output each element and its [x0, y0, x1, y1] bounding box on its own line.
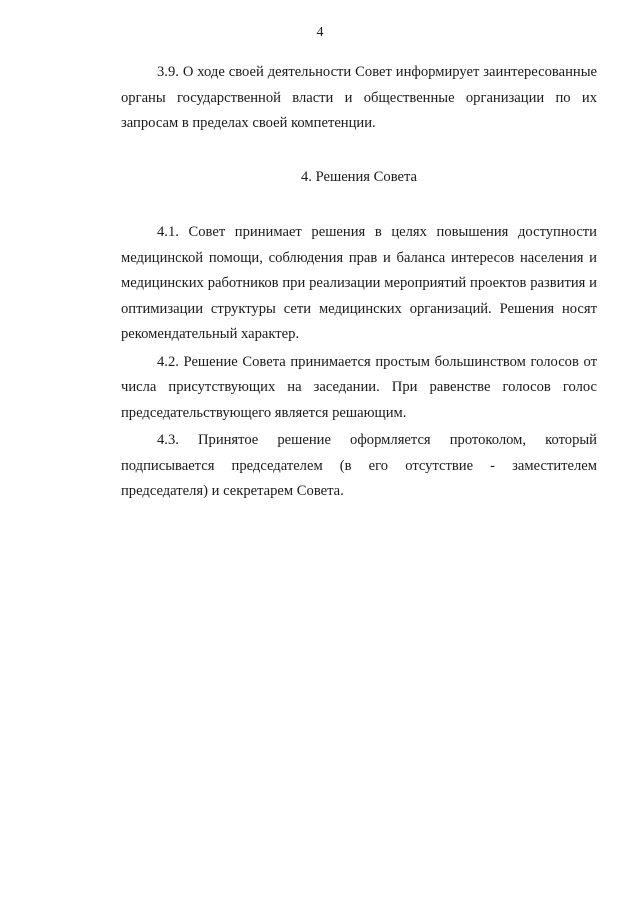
page-number: 4	[316, 25, 324, 40]
document-body	[121, 60, 597, 505]
paragraph-3-9: 3.9. О ходе своей деятельности Совет информирует заинтересованные органы государственной власти и общественные организации по их запросам в пределах своей компетенции.	[121, 64, 597, 131]
section-heading: 4. Решения Совета	[300, 168, 418, 185]
paragraph-4-2: 4.2. Решение Совета принимается простым большинством голосов от числа присутствующих на заседании. При равенстве голосов голос председательствующего является решающим.	[121, 353, 597, 421]
paragraph-4-3: 4.3. Принятое решение оформляется протоколом, который подписывается председателем (в его отсутствие - заместителем председателя) и секретарем Совета.	[121, 432, 597, 499]
section-body	[121, 220, 597, 505]
paragraph-4-1: 4.1. Совет принимает решения в целях повышения доступности медицинской помощи, соблюдения прав и баланса интересов населения и медицинских работников при реализации мероприятий проектов развития и оптимизации структуры сети медицинских организаций. Решения носят рекомендательный характер.	[121, 224, 597, 342]
